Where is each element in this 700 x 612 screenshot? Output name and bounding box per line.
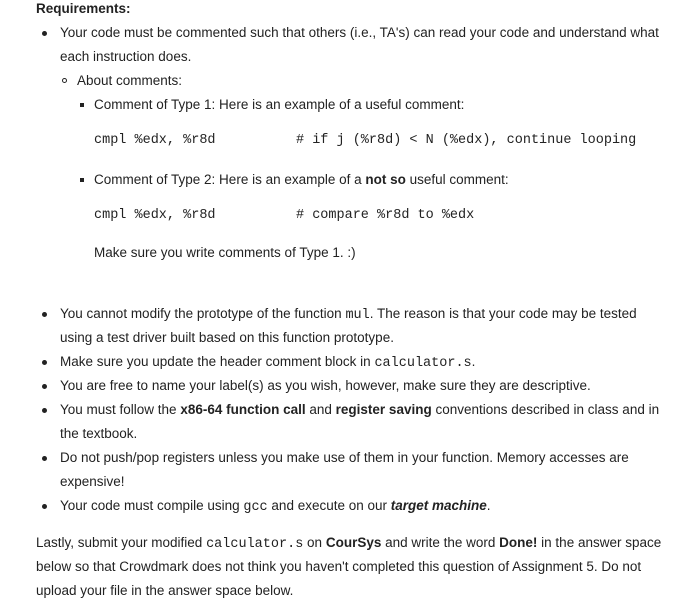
comment-type2-intro: Comment of Type 2: Here is an example of a not so useful comment:: [94, 168, 509, 192]
list-item-push-pop: Do not push/pop registers unless you make use of them in your function. Memory accesses are: [60, 446, 629, 470]
list-item-push-pop-line2: expensive!: [60, 474, 125, 489]
list-item-comment-code: Your code must be commented such that others (i.e., TA's) can read your code and understand what: [60, 21, 659, 45]
list-item-labels: You are free to name your label(s) as you wish, however, make sure they are descriptive.: [60, 374, 591, 398]
comment-type1-intro: Comment of Type 1: Here is an example of a useful comment:: [94, 93, 464, 117]
list-item-conventions-line2: the textbook.: [60, 426, 138, 441]
lastly-paragraph-line3: upload your file in the answer space below.: [36, 583, 294, 598]
code-example-type2: cmpl %edx, %r8d: [94, 208, 216, 223]
code-example-type1: cmpl %edx, %r8d: [94, 133, 216, 148]
list-item-comment-code-line2: each instruction does.: [60, 49, 192, 64]
list-item-conventions: You must follow the x86-64 function call and register saving conventions described in class and in: [60, 398, 659, 422]
lastly-paragraph: Lastly, submit your modified calculator.s on CourSys and write the word Done! in the answer space: [36, 535, 662, 552]
code-comment-type2: # compare %r8d to %edx: [296, 208, 475, 223]
list-item-prototype: You cannot modify the prototype of the function mul. The reason is that your code may be tested: [60, 302, 637, 328]
code-comment-type1: # if j (%r8d) < N (%edx), continue looping: [296, 133, 637, 148]
requirements-heading: Requirements:: [36, 1, 131, 16]
list-item-compile: Your code must compile using gcc and execute on our target machine.: [60, 494, 491, 520]
list-item-header-comment: Make sure you update the header comment block in calculator.s.: [60, 350, 475, 376]
make-sure-note: Make sure you write comments of Type 1. :): [94, 245, 356, 260]
list-item-prototype-line2: using a test driver built based on this function prototype.: [60, 330, 394, 345]
sublist-about-comments: About comments:: [77, 69, 182, 93]
lastly-paragraph-line2: below so that Crowdmark does not think you haven't completed this question of Assignment 5. Do not: [36, 559, 642, 574]
